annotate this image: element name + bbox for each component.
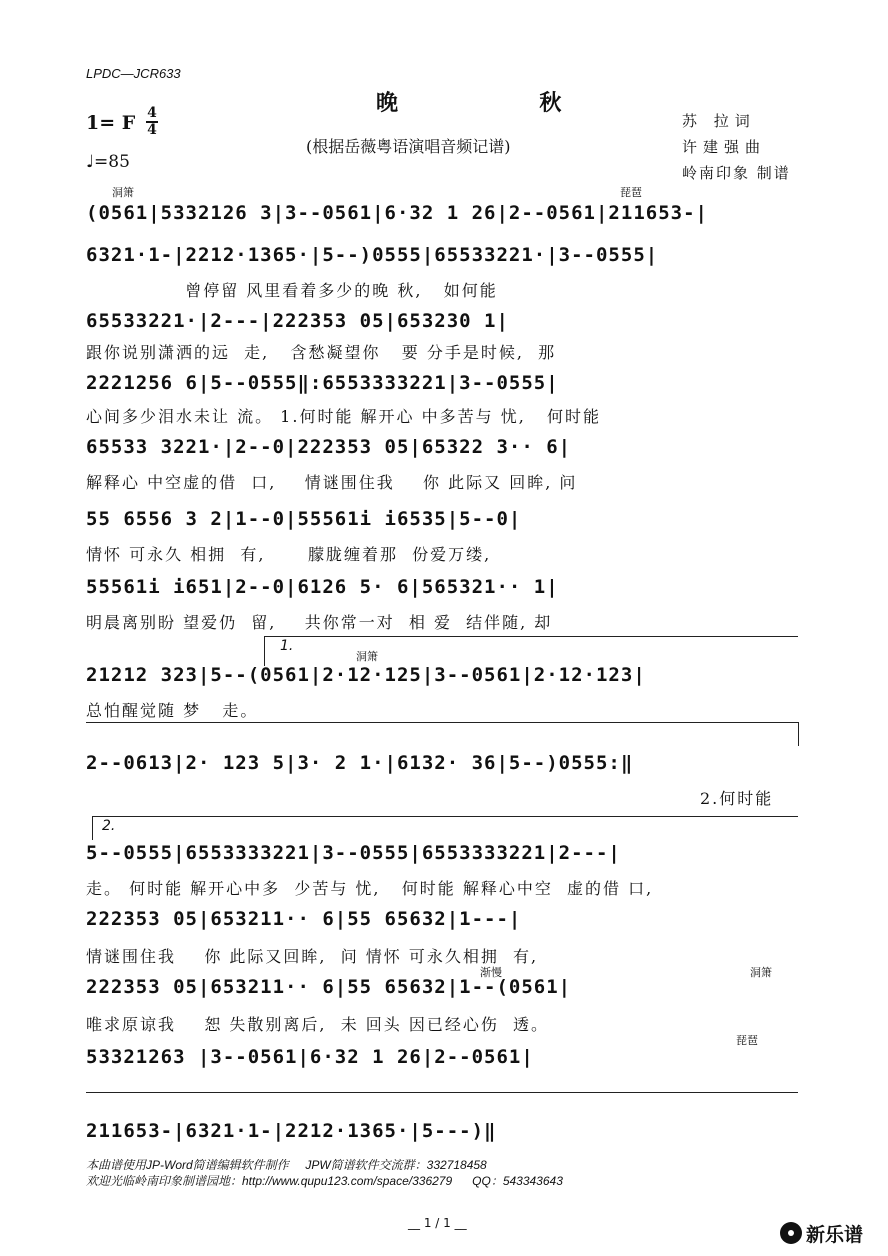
record-icon bbox=[780, 1222, 802, 1244]
notation-row-1: (0561|5332126 3|3--0561|6·32 1 26|2--0561|211653-| bbox=[86, 202, 708, 224]
site-logo bbox=[780, 1218, 880, 1248]
first-ending-bracket bbox=[264, 636, 798, 637]
coda-rule bbox=[86, 1092, 798, 1093]
notation-row-3: 65533221·|2---|222353 05|653230 1| bbox=[86, 310, 509, 332]
song-title: 晚 秋 bbox=[376, 90, 604, 116]
notation-row-5: 65533 3221·|2--0|222353 05|65322 3·· 6| bbox=[86, 436, 572, 458]
footer-website-note: 欢迎光临岭南印象制谱园地：http://www.qupu123.com/space/336279 QQ：543343643 bbox=[86, 1174, 563, 1188]
score-code: LPDC—JCR633 bbox=[86, 66, 181, 81]
notation-row-2: 6321·1-|2212·1365·|5--)0555|65533221·|3--0555| bbox=[86, 244, 659, 266]
second-ending-text: 2.何时能 bbox=[700, 789, 774, 808]
first-ending-bracket-right bbox=[798, 722, 799, 746]
song-subtitle: (根据岳薇粤语演唱音频记谱) bbox=[306, 137, 511, 156]
lyric-row-4: 心间多少泪水未让 流。 1.何时能 解开心 中多苦与 忧, 何时能 bbox=[86, 407, 602, 426]
pipa-cue-2: 琵琶 bbox=[736, 1034, 758, 1047]
xiao-cue-1: 洞箫 bbox=[112, 186, 134, 199]
notation-row-4: 2221256 6|5--0555‖:6553333221|3--0555| bbox=[86, 372, 559, 394]
first-ending-bracket-lower bbox=[86, 722, 798, 723]
lyric-row-5: 解释心 中空虚的借 口, 情谜围住我 你 此际又 回眸, 问 bbox=[86, 473, 578, 492]
page-number: __ 1 / 1 __ bbox=[408, 1216, 467, 1230]
first-ending-label: 1. bbox=[280, 638, 294, 654]
composer-credit: 许建强曲 bbox=[682, 138, 767, 156]
key-signature: 1= F bbox=[86, 112, 136, 134]
lyric-row-7: 明晨离别盼 望爱仍 留, 共你常一对 相 爱 结伴随, 却 bbox=[86, 613, 553, 632]
footer-software-note: 本曲谱使用JP-Word简谱编辑软件制作 JPW简谱软件交流群：332718458 bbox=[86, 1158, 487, 1172]
time-top: 4 bbox=[147, 105, 157, 121]
lyricist-credit: 苏 拉词 bbox=[682, 112, 756, 130]
notation-row-13: 53321263 |3--0561|6·32 1 26|2--0561| bbox=[86, 1046, 534, 1068]
rit-cue: 渐慢 bbox=[480, 966, 502, 979]
notation-row-8: 21212 323|5--(0561|2·12·125|3--0561|2·12·123| bbox=[86, 664, 646, 686]
xiao-cue-2: 洞箫 bbox=[356, 650, 378, 663]
notation-row-12: 222353 05|653211·· 6|55 65632|1--(0561| bbox=[86, 976, 572, 998]
second-ending-label: 2. bbox=[102, 818, 116, 834]
lyric-row-3: 跟你说别潇洒的远 走, 含愁凝望你 要 分手是时候, 那 bbox=[86, 343, 557, 362]
notation-row-9: 2--0613|2· 123 5|3· 2 1·|6132· 36|5--)0555:‖ bbox=[86, 752, 634, 774]
time-bottom: 4 bbox=[147, 122, 157, 138]
pipa-cue-1: 琵琶 bbox=[620, 186, 642, 199]
notation-row-7: 55561i i651|2--0|6126 5· 6|565321·· 1| bbox=[86, 576, 559, 598]
lyric-row-2: 曾停留 风里看着多少的晚 秋, 如何能 bbox=[86, 281, 498, 300]
tempo-mark: ♩=85 bbox=[86, 152, 130, 172]
notation-row-14: 211653-|6321·1-|2212·1365·|5---)‖ bbox=[86, 1120, 497, 1142]
second-ending-bracket-left bbox=[92, 816, 93, 840]
xiao-cue-3: 洞箫 bbox=[750, 966, 772, 979]
lyric-row-11: 情谜围住我 你 此际又回眸, 问 情怀 可永久相拥 有, bbox=[86, 947, 539, 966]
lyric-row-10: 走。 何时能 解开心中多 少苦与 忧, 何时能 解释心中空 虚的借 口, bbox=[86, 879, 654, 898]
lyric-row-12: 唯求原谅我 恕 失散别离后, 未 回头 因已经心伤 透。 bbox=[86, 1015, 550, 1034]
first-ending-bracket-left bbox=[264, 636, 265, 666]
notation-row-6: 55 6556 3 2|1--0|55561i i6535|5--0| bbox=[86, 508, 522, 530]
arranger-credit: 岭南印象 制谱 bbox=[682, 164, 791, 182]
time-signature bbox=[146, 106, 158, 138]
notation-row-10: 5--0555|6553333221|3--0555|6553333221|2---| bbox=[86, 842, 621, 864]
second-ending-bracket bbox=[92, 816, 798, 817]
logo-text: 新乐谱 bbox=[806, 1224, 864, 1246]
notation-row-11: 222353 05|653211·· 6|55 65632|1---| bbox=[86, 908, 522, 930]
lyric-row-8: 总怕醒觉随 梦 走。 bbox=[86, 701, 259, 720]
lyric-row-6: 情怀 可永久 相拥 有, 朦胧缠着那 份爱万缕, bbox=[86, 545, 492, 564]
